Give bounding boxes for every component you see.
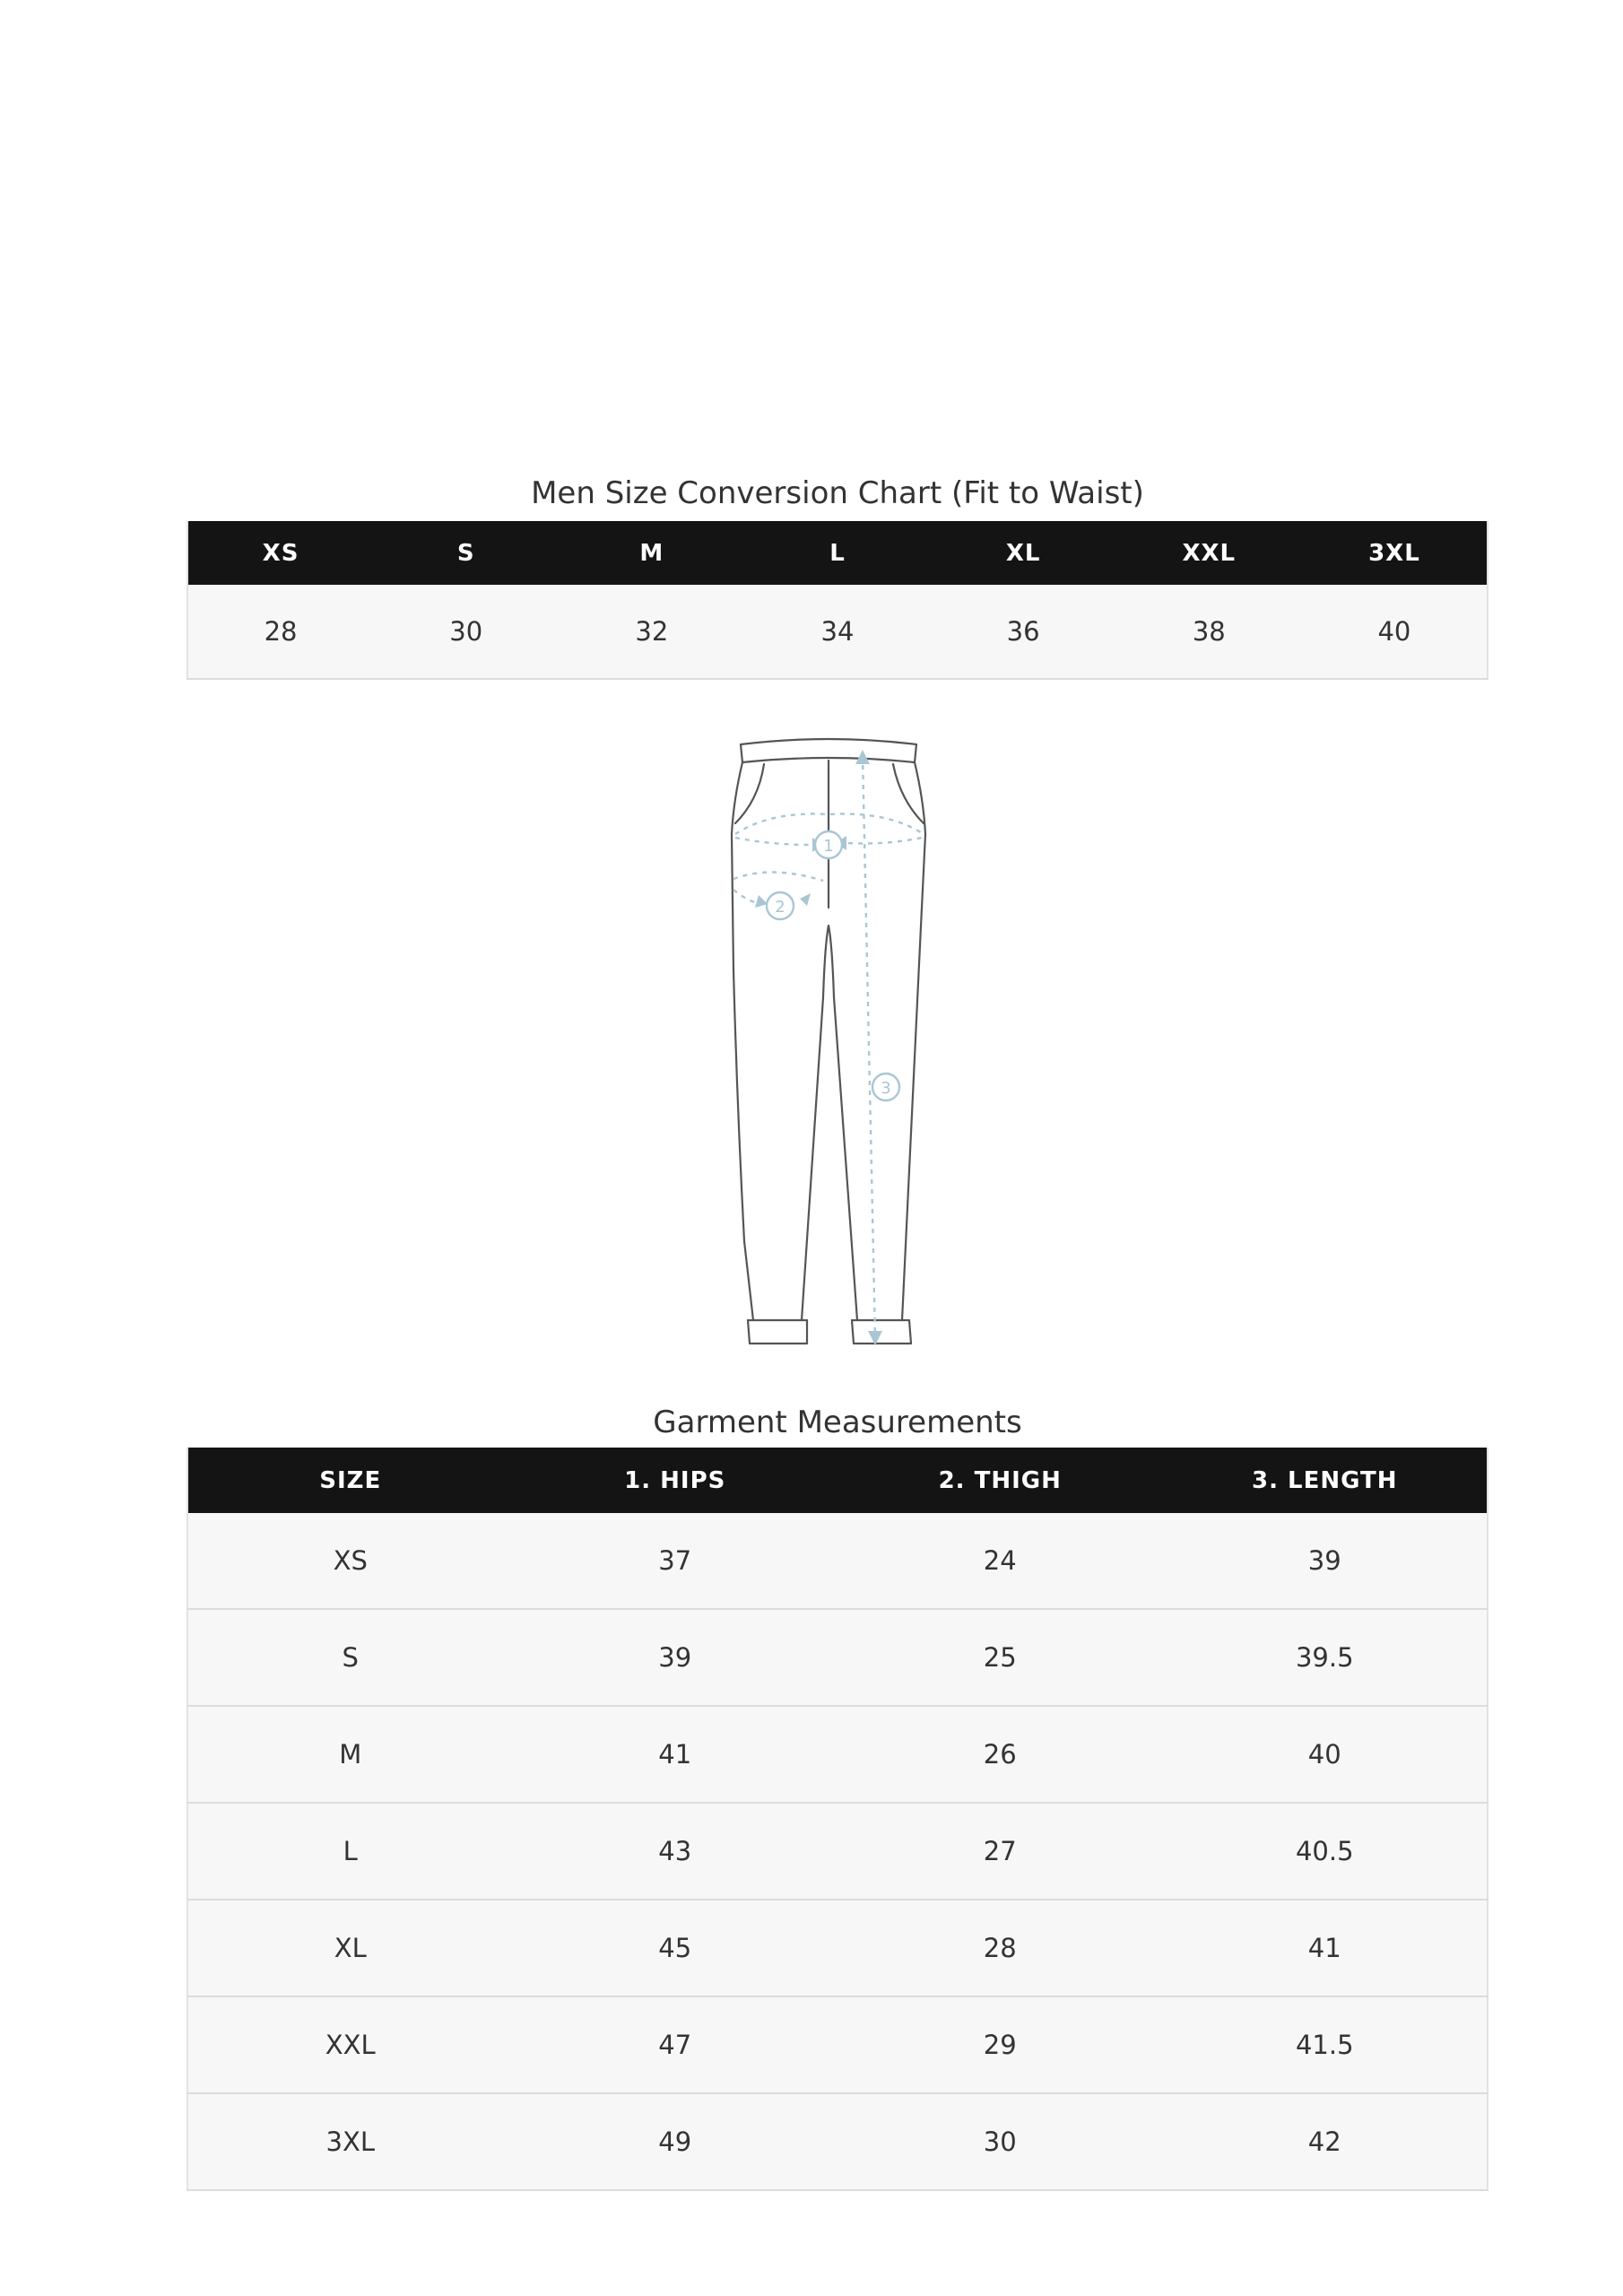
thigh-cell: 26 [838, 1706, 1163, 1803]
marker-label: 3 [881, 1079, 891, 1098]
table-row [187, 1996, 1488, 2093]
size-cell: L [187, 1803, 513, 1900]
pants-measurement-diagram [717, 728, 950, 1345]
thigh-cell: 29 [838, 1996, 1163, 2093]
conversion-value-cell: 34 [744, 585, 930, 679]
thigh-cell: 28 [838, 1900, 1163, 1996]
conversion-header-cell: M [559, 521, 744, 585]
marker-label: 2 [775, 898, 785, 917]
conversion-value-row [187, 585, 1488, 679]
table-row [187, 1900, 1488, 1996]
length-cell: 39.5 [1163, 1609, 1488, 1706]
size-cell: XXL [187, 1996, 513, 2093]
marker-label: 1 [823, 837, 834, 856]
hips-cell: 39 [513, 1609, 838, 1706]
pants-outline [732, 739, 925, 1344]
conversion-header-cell: 3XL [1302, 521, 1488, 585]
conversion-header-cell: XXL [1116, 521, 1302, 585]
size-cell: M [187, 1706, 513, 1803]
hips-cell: 37 [513, 1513, 838, 1609]
garment-measurements-table [187, 1448, 1488, 2191]
length-cell: 41 [1163, 1900, 1488, 1996]
conversion-header-row [187, 521, 1488, 585]
garment-header-row [187, 1448, 1488, 1513]
conversion-value-cell: 40 [1302, 585, 1488, 679]
size-cell: S [187, 1609, 513, 1706]
conversion-value-cell: 36 [931, 585, 1116, 679]
size-cell: 3XL [187, 2093, 513, 2190]
thigh-cell: 25 [838, 1609, 1163, 1706]
length-cell: 39 [1163, 1513, 1488, 1609]
garment-header-cell: 3. LENGTH [1163, 1448, 1488, 1513]
conversion-chart-title: Men Size Conversion Chart (Fit to Waist) [531, 475, 1144, 511]
thigh-cell: 30 [838, 2093, 1163, 2190]
table-row [187, 1803, 1488, 1900]
conversion-header-cell: S [373, 521, 559, 585]
conversion-header-cell: XL [931, 521, 1116, 585]
size-cell: XS [187, 1513, 513, 1609]
conversion-header-cell: L [744, 521, 930, 585]
garment-header-cell: 2. THIGH [838, 1448, 1163, 1513]
length-cell: 40 [1163, 1706, 1488, 1803]
conversion-value-cell: 38 [1116, 585, 1302, 679]
hips-cell: 45 [513, 1900, 838, 1996]
size-conversion-table [187, 521, 1488, 680]
length-cell: 40.5 [1163, 1803, 1488, 1900]
garment-measurements-title: Garment Measurements [653, 1405, 1022, 1440]
table-row [187, 1609, 1488, 1706]
thigh-cell: 24 [838, 1513, 1163, 1609]
thigh-marker [767, 892, 794, 919]
thigh-cell: 27 [838, 1803, 1163, 1900]
table-row [187, 1706, 1488, 1803]
hips-cell: 47 [513, 1996, 838, 2093]
conversion-header-cell: XS [187, 521, 373, 585]
table-row [187, 1513, 1488, 1609]
length-cell: 42 [1163, 2093, 1488, 2190]
hips-cell: 49 [513, 2093, 838, 2190]
table-row [187, 2093, 1488, 2190]
hips-cell: 43 [513, 1803, 838, 1900]
hips-marker [815, 831, 842, 858]
garment-header-cell: 1. HIPS [513, 1448, 838, 1513]
conversion-value-cell: 28 [187, 585, 373, 679]
length-marker [872, 1074, 899, 1100]
garment-header-cell: SIZE [187, 1448, 513, 1513]
hips-cell: 41 [513, 1706, 838, 1803]
conversion-value-cell: 30 [373, 585, 559, 679]
size-cell: XL [187, 1900, 513, 1996]
conversion-value-cell: 32 [559, 585, 744, 679]
length-cell: 41.5 [1163, 1996, 1488, 2093]
